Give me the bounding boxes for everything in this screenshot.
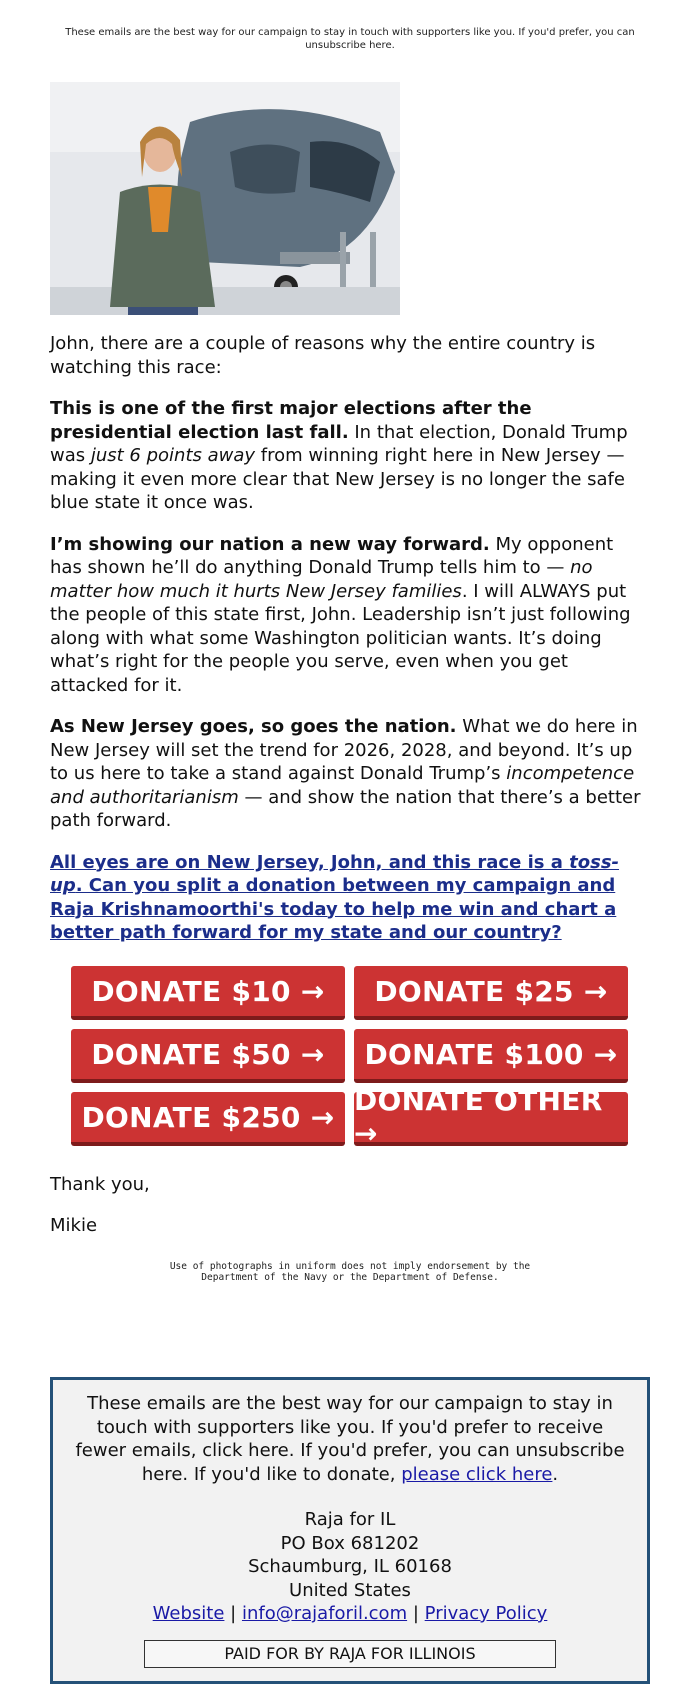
footer-city: Schaumburg, IL 60168 bbox=[248, 1556, 452, 1577]
footer-org: Raja for IL bbox=[304, 1509, 396, 1530]
donation-ask-text-2: . Can you split a donation between my campaign and Raja Krishnamoorthi's today to help me win and chart a better path forward for my state and our country? bbox=[50, 875, 617, 943]
preheader-text: These emails are the best way for our campaign to stay in touch with supporters like you. If you'd prefer, you can unsubscribe here. bbox=[65, 27, 635, 51]
email-body bbox=[50, 332, 650, 963]
paragraph-election-text-2: from winning right here in New Jersey — making it even more clear that New Jersey is no longer the safe blue state it once was. bbox=[50, 445, 625, 513]
footer-address bbox=[69, 1508, 631, 1602]
paragraph-nation-text-1: What we do here in New Jersey will set the trend for 2026, 2028, and beyond. It’s up to us here to take a stand against Donald Trump’s bbox=[50, 716, 638, 784]
footer-separator: | bbox=[230, 1603, 237, 1624]
donation-ask-link[interactable] bbox=[50, 852, 619, 944]
paragraph-nation-bold: As New Jersey goes, so goes the nation. bbox=[50, 716, 457, 737]
donation-ask bbox=[50, 851, 650, 945]
paragraph-election-text-1: In that election, Donald Trump was bbox=[50, 421, 628, 466]
footer-po-box: PO Box 681202 bbox=[280, 1532, 420, 1554]
paragraph-election bbox=[50, 397, 650, 515]
paragraph-way-forward-italic: no matter how much it hurts New Jersey families bbox=[50, 557, 593, 602]
paragraph-way-forward bbox=[50, 533, 650, 698]
footer-links bbox=[69, 1602, 631, 1626]
footer-separator: | bbox=[412, 1603, 419, 1624]
footer-website-link[interactable]: Website bbox=[152, 1603, 225, 1624]
footer-box bbox=[50, 1377, 650, 1684]
donate-250-button[interactable]: DONATE $250 → bbox=[71, 1092, 345, 1146]
paragraph-way-forward-text-2: . I will ALWAYS put the people of this state first, John. Leadership isn’t just following along with what some Washington politician wants. It’s doing what’s right for the people you serve, even when you get attacked for it. bbox=[50, 580, 631, 696]
paragraph-nation-italic: incompetence and authoritarianism bbox=[50, 763, 635, 808]
photo-disclaimer: Use of photographs in uniform does not imply endorsement by the Department of the Navy or the Department of Defense. bbox=[169, 1261, 531, 1283]
donation-ask-italic: toss-up bbox=[50, 851, 620, 896]
donate-25-button[interactable]: DONATE $25 → bbox=[354, 966, 628, 1020]
footer-donate-link[interactable]: please click here bbox=[401, 1463, 553, 1485]
donate-50-button[interactable]: DONATE $50 → bbox=[71, 1029, 345, 1083]
footer-country: United States bbox=[289, 1579, 411, 1601]
signoff bbox=[50, 1173, 150, 1255]
paragraph-election-bold: This is one of the first major elections after the presidential election last fall. bbox=[50, 398, 532, 443]
signoff-closing: Thank you, bbox=[50, 1174, 150, 1195]
footer-message-text: These emails are the best way for our campaign to stay in touch with supporters like you. If you'd prefer to receive fewer emails, click here. If you'd prefer, you can unsubscribe here. If you'd like to donate, bbox=[75, 1393, 625, 1485]
paid-for-disclaimer: PAID FOR BY RAJA FOR ILLINOIS bbox=[144, 1640, 556, 1668]
paragraph-way-forward-text-1: My opponent has shown he’ll do anything Donald Trump tells him to — bbox=[50, 533, 614, 578]
footer-privacy-link[interactable]: Privacy Policy bbox=[424, 1603, 548, 1624]
intro-paragraph: John, there are a couple of reasons why the entire country is watching this race: bbox=[50, 333, 596, 378]
footer-message-period: . bbox=[552, 1463, 559, 1485]
paragraph-way-forward-bold: I’m showing our nation a new way forward. bbox=[50, 533, 490, 555]
footer-message bbox=[69, 1392, 631, 1486]
paragraph-election-italic: just 6 points away bbox=[90, 445, 256, 466]
hero-illustration bbox=[50, 82, 400, 315]
donate-10-button[interactable]: DONATE $10 → bbox=[71, 966, 345, 1020]
paragraph-nation-text-2: — and show the nation that there’s a better path forward. bbox=[50, 786, 641, 831]
hero-photo bbox=[50, 82, 400, 315]
footer-email-link[interactable]: info@rajaforil.com bbox=[241, 1603, 408, 1624]
signoff-name: Mikie bbox=[50, 1215, 98, 1236]
donate-other-button[interactable]: DONATE OTHER → bbox=[354, 1092, 628, 1146]
donate-100-button[interactable]: DONATE $100 → bbox=[354, 1029, 628, 1083]
paragraph-nation bbox=[50, 715, 650, 833]
donation-ask-text-1: All eyes are on New Jersey, John, and this race is a bbox=[50, 851, 570, 873]
donate-button-grid bbox=[71, 966, 629, 1150]
